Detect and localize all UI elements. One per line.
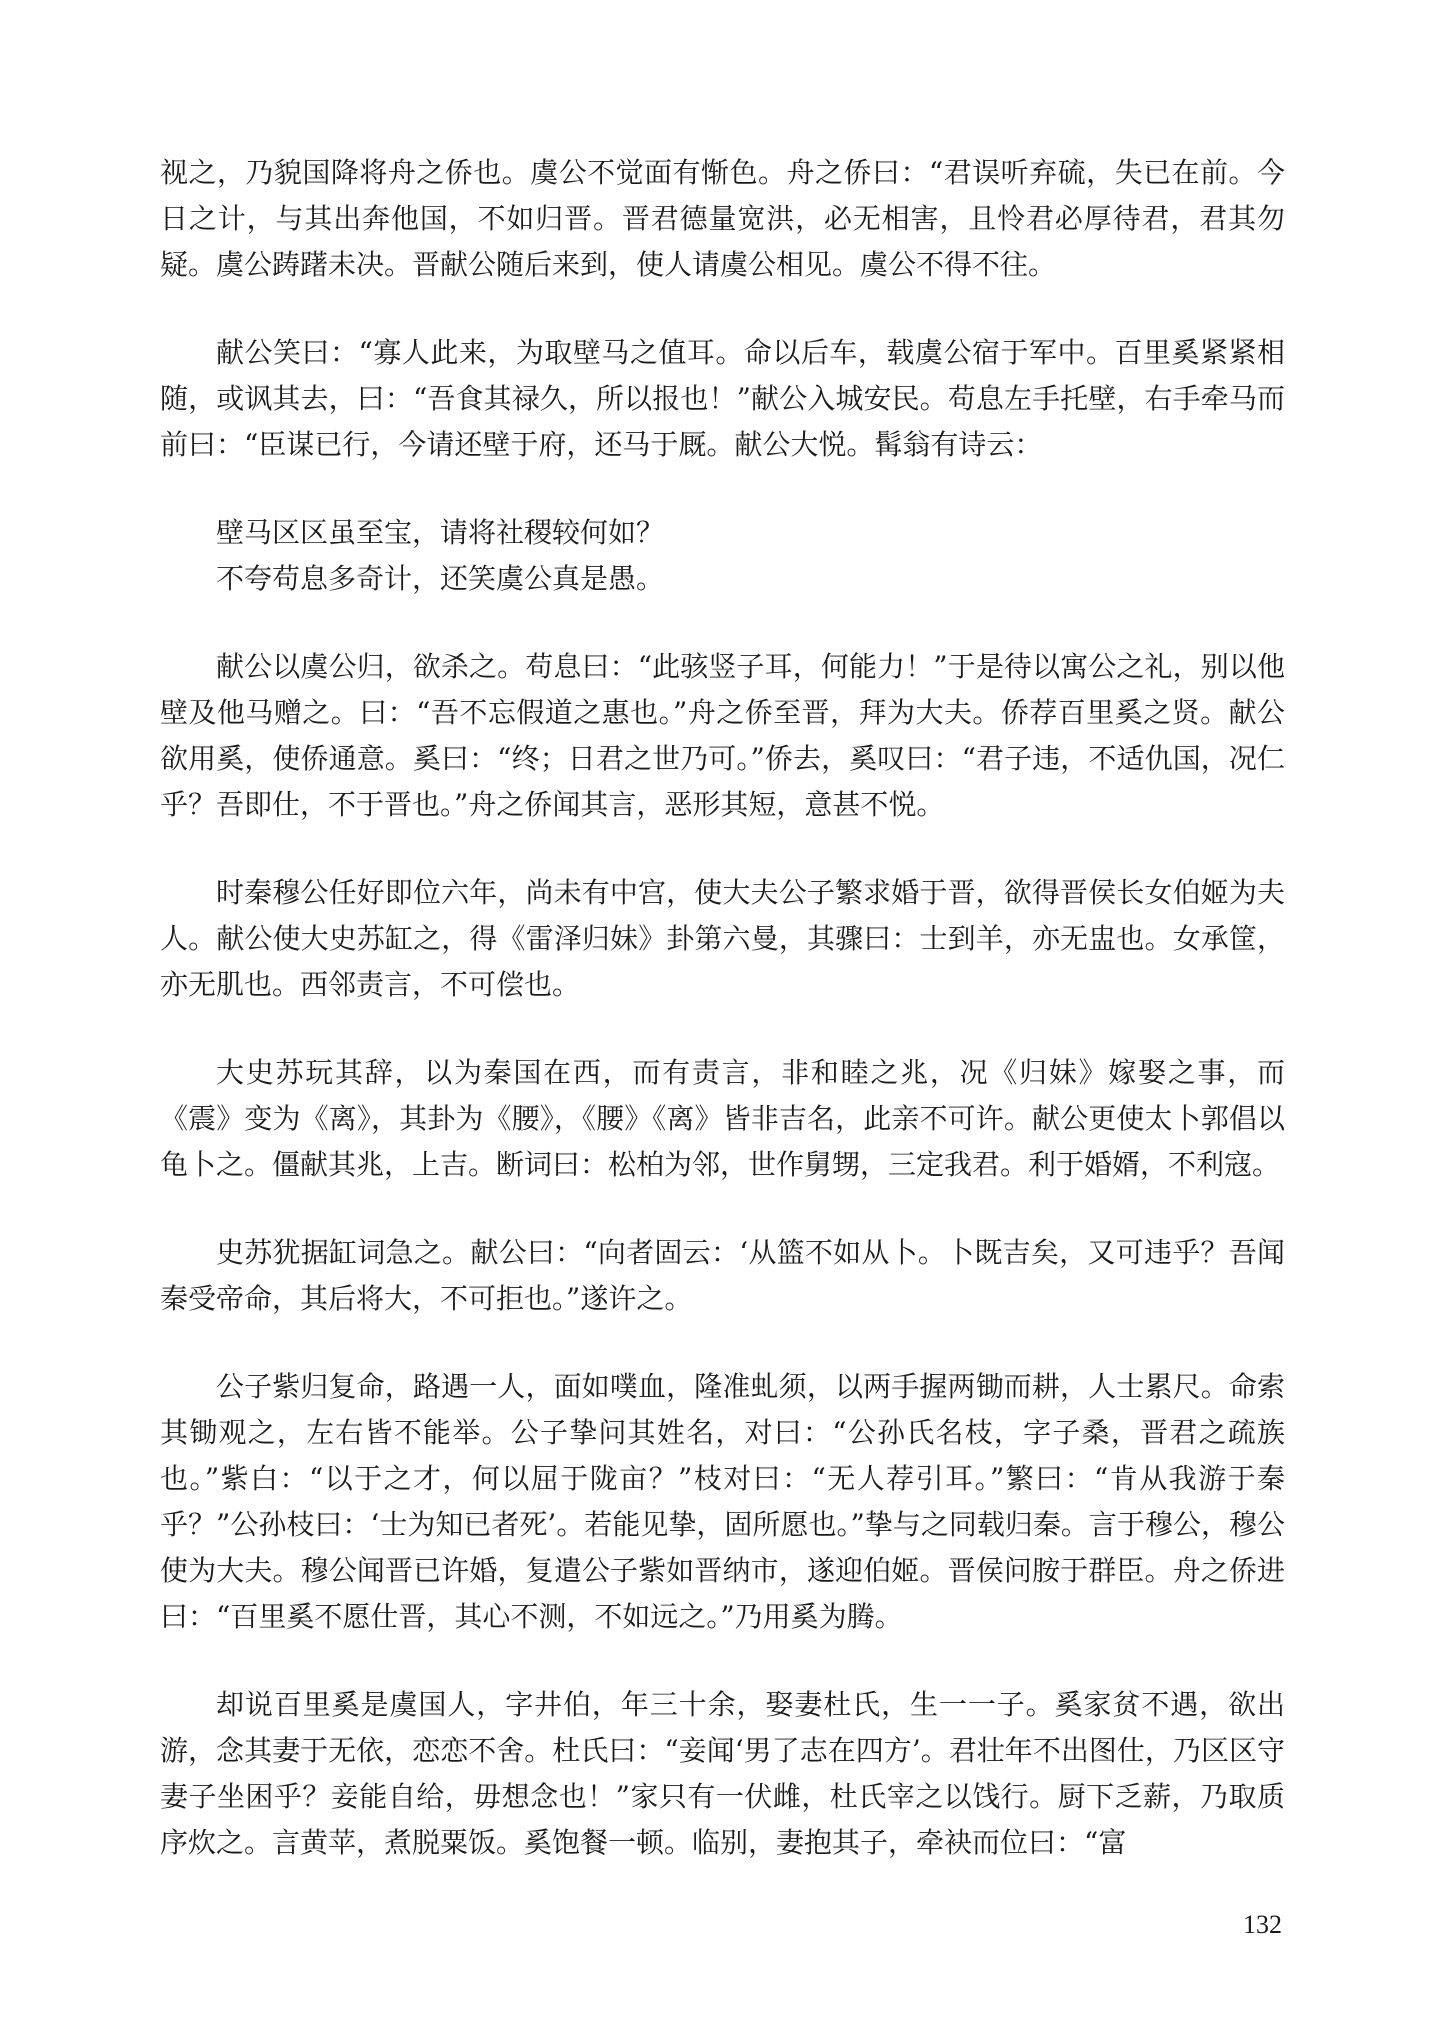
poem-line-2: 不夸苟息多奇计，还笑虞公真是愚。 bbox=[216, 562, 665, 595]
page-number: 132 bbox=[1243, 1910, 1282, 1939]
paragraph-7: 公子紫归复命，路遇一人，面如噗血，隆准虬须，以两手握两锄而耕，人士累尺。命索其锄观之，左右皆不能举。公子挚问其姓名，对曰：“公孙氏名枝，字子桑，晋君之疏族也。”紫白：“以于之才，何以屈于陇亩？”枝对曰：“无人荐引耳。”繁曰：“肯从我游于秦乎？”公孙枝曰：‘士为知已者死’。若能见挚，固所愿也。”挚与之同载归秦。言于穆公，穆公使为大夫。穆公闻晋已许婚，复遣公子紫如晋纳市，遂迎伯姬。晋侯问胺于群臣。舟之侨进曰：“百里奚不愿仕晋，其心不测，不如远之。”乃用奚为腾。 bbox=[160, 1370, 1285, 1633]
poem bbox=[160, 510, 1285, 602]
paragraph-6: 史苏犹据缸词急之。献公曰：“向者固云：‘从篮不如从卜。卜既吉矣，又可违乎？吾闻秦受帝命，其后将大，不可拒也。”遂许之。 bbox=[160, 1236, 1285, 1315]
paragraph-8: 却说百里奚是虞国人，字井伯，年三十余，娶妻杜氏，生一一子。奚家贫不遇，欲出游，念其妻于无依，恋恋不舍。杜氏曰：“妾闻‘男了志在四方’。君壮年不出图仕，乃区区守妻子坐困乎？妾能自给，毋想念也！”家只有一伏雌，杜氏宰之以饯行。厨下乏薪，乃取质序炊之。言黄苹，煮脱粟饭。奚饱餐一顿。临别，妻抱其子，牵袂而位曰：“富 bbox=[160, 1688, 1285, 1859]
poem-line-1: 壁马区区虽至宝，请将社稷较何如？ bbox=[216, 516, 665, 549]
paragraph-3: 献公以虞公归，欲杀之。苟息曰：“此骇竖子耳，何能力！”于是待以寓公之礼，别以他壁及他马赠之。曰：“吾不忘假道之惠也。”舟之侨至晋，拜为大夫。侨荐百里奚之贤。献公欲用奚，使侨通意。奚曰：“终；日君之世乃可。”侨去，奚叹曰：“君子违，不适仇国，况仁乎？吾即仕，不于晋也。”舟之侨闻其言，恶形其短，意甚不悦。 bbox=[160, 650, 1285, 821]
body-text bbox=[160, 150, 1285, 1908]
paragraph-1: 视之，乃貌国降将舟之侨也。虞公不觉面有惭色。舟之侨曰：“君误听弃硫，失已在前。今日之计，与其出奔他国，不如归晋。晋君德量宽洪，必无相害，且怜君必厚待君，君其勿疑。虞公踌躇未决。晋献公随后来到，使人请虞公相见。虞公不得不往。 bbox=[160, 156, 1285, 281]
paragraph-2: 献公笑曰：“寡人此来，为取壁马之值耳。命以后车，载虞公宿于军中。百里奚紧紧相随，或讽其去，曰：“吾食其禄久，所以报也！”献公入城安民。苟息左手托壁，右手牵马而前曰：“臣谋已行，今请还壁于府，还马于厩。献公大悦。髯翁有诗云： bbox=[160, 336, 1285, 461]
paragraph-4: 时秦穆公任好即位六年，尚未有中宫，使大夫公子繁求婚于晋，欲得晋侯长女伯姬为夫人。献公使大史苏缸之，得《雷泽归妹》卦第六曼，其骤曰：士到羊，亦无盅也。女承筐，亦无肌也。西邻责言，不可偿也。 bbox=[160, 876, 1285, 1001]
paragraph-5: 大史苏玩其辞，以为秦国在西，而有责言，非和睦之兆，况《归妹》嫁娶之事，而《震》变为《离》，其卦为《腰》，《腰》《离》皆非吉名，此亲不可许。献公更使太卜郭倡以龟卜之。僵献其兆，上吉。断词曰：松柏为邻，世作舅甥，三定我君。利于婚婿，不利寇。 bbox=[160, 1056, 1285, 1181]
